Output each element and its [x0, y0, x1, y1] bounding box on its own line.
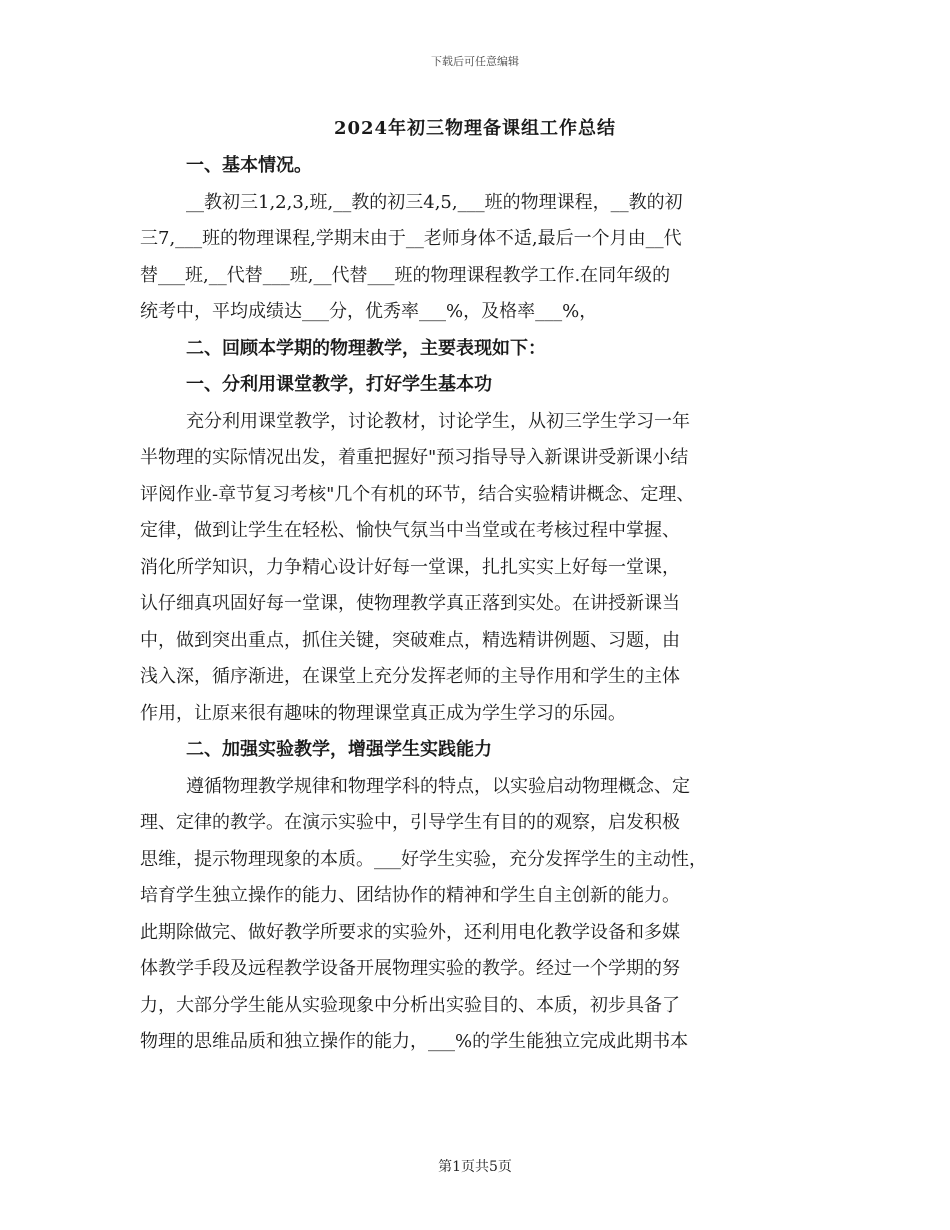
body-line: 一、基本情况。: [186, 155, 312, 176]
body-line: 理、定律的教学。在演示实验中，引导学生有目的的观察，启发积极: [140, 812, 680, 833]
body-line: 物理的思维品质和独立操作的能力，___%的学生能独立完成此期书本: [140, 1031, 689, 1052]
body-line: 作用，让原来很有趣味的物理课堂真正成为学生学习的乐园。: [140, 702, 626, 724]
document-title: 2024年初三物理备课组工作总结: [333, 118, 617, 139]
body-line: 浅入深，循序渐进，在课堂上充分发挥老师的主导作用和学生的主体: [140, 666, 680, 687]
page-number: 第1页共5页: [438, 1159, 512, 1175]
body-line: 半物理的实际情况出发，着重把握好"预习指导导入新课讲受新课小结: [140, 447, 689, 468]
body-line: 消化所学知识，力争精心设计好每一堂课，扎扎实实上好每一堂课，: [140, 556, 680, 578]
body-line: 评阅作业-章节复习考核"几个有机的环节，结合实验精讲概念、定理、: [140, 483, 695, 505]
body-line: 认仔细真巩固好每一堂课，使物理教学真正落到实处。在讲授新课当: [140, 593, 680, 614]
body-line: 中，做到突出重点，抓住关键，突破难点，精选精讲例题、习题，由: [140, 629, 680, 651]
body-line: 定律，做到让学生在轻松、愉快气氛当中当堂或在考核过程中掌握、: [140, 520, 680, 541]
body-line: 培育学生独立操作的能力、团结协作的精神和学生自主创新的能力。: [140, 885, 680, 906]
body-line: 力，大部分学生能从实验现象中分析出实验目的、本质，初步具备了: [140, 994, 680, 1016]
body-line: 一、分利用课堂教学，打好学生基本功: [186, 374, 492, 395]
body-line: 三7,___班的物理课程,学期末由于__老师身体不适,最后一个月由__代: [140, 228, 682, 249]
body-line: 替___班,__代替___班,__代替___班的物理课程教学工作.在同年级的: [140, 264, 671, 286]
body-line: 充分利用课堂教学，讨论教材，讨论学生，从初三学生学习一年: [186, 410, 690, 432]
body-line: 思维，提示物理现象的本质。___好学生实验，充分发挥学生的主动性，: [140, 848, 707, 870]
body-line: 二、回顾本学期的物理教学，主要表现如下：: [186, 337, 546, 359]
body-line: 遵循物理教学规律和物理学科的特点，以实验启动物理概念、定: [186, 775, 690, 797]
body-line: 二、加强实验教学，增强学生实践能力: [186, 739, 492, 760]
document-body: [140, 148, 812, 1061]
body-line: __教初三1,2,3,班,__教的初三4,5,___班的物理课程，__教的初: [186, 191, 683, 213]
header-note: 下载后可任意编辑: [431, 55, 519, 68]
body-line: 统考中，平均成绩达___分，优秀率___%，及格率___%，: [140, 301, 598, 322]
body-line: 体教学手段及远程教学设备开展物理实验的教学。经过一个学期的努: [140, 958, 680, 979]
body-line: 此期除做完、做好教学所要求的实验外，还利用电化教学设备和多媒: [140, 921, 680, 943]
